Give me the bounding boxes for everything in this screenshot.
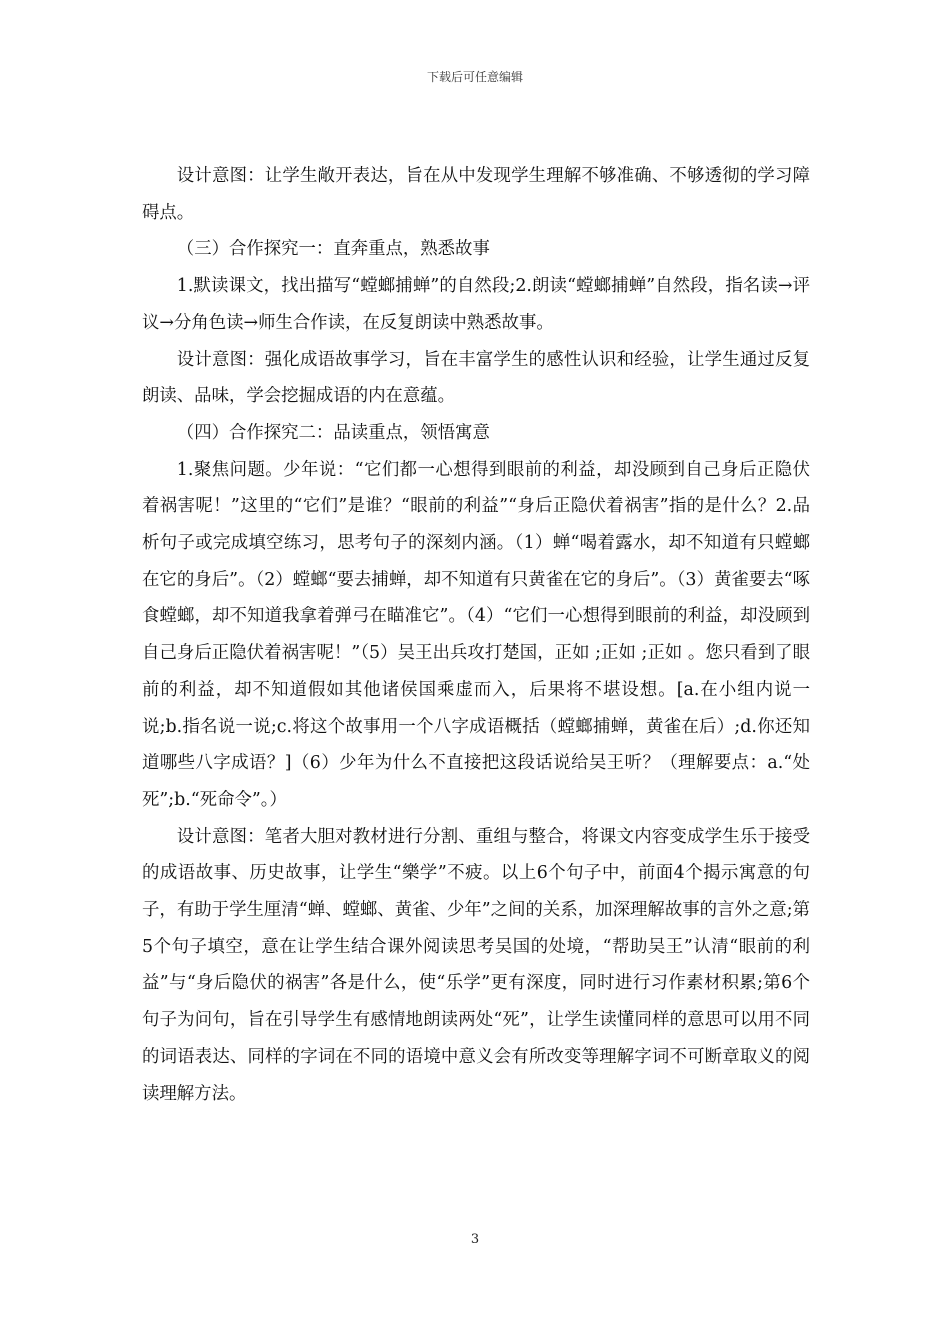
paragraph-reading-steps: 1.默读课文，找出描写“螳螂捕蝉”的自然段;2.朗读“螳螂捕蝉”自然段，指名读→评议→分角色读→师生合作读，在反复朗读中熟悉故事。 (142, 276, 810, 333)
page-number: 3 (470, 1232, 480, 1247)
document-body (142, 158, 810, 1112)
section-heading-3: （三）合作探究一：直奔重点，熟悉故事 (176, 239, 490, 260)
section-heading-4: （四）合作探究二：品读重点，领悟寓意 (176, 422, 490, 443)
paragraph-focus-questions: 1.聚焦问题。少年说：“它们都一心想得到眼前的利益，却没顾到自己身后正隐伏着祸害呢！”这里的“它们”是谁？“眼前的利益”“身后正隐伏着祸害”指的是什么？2.品析句子或完成填空练习，思考句子的深刻内涵。（1）蝉“喝着露水，却不知道有只螳螂在它的身后”。（2）螳螂“要去捕蝉，却不知道有只黄雀在它的身后”。（3）黄雀要去“啄食螳螂，却不知道我拿着弹弓在瞄准它”。（4）“它们一心想得到眼前的利益，却没顾到自己身后正隐伏着祸害呢！”（5）吴王出兵攻打楚国，正如 ;正如 ;正如 。您只看到了眼前的利益，却不知道假如其他诸侯国乘虚而入，后果将不堪设想。[a.在小组内说一说;b.指名说一说;c.将这个故事用一个八字成语概括（螳螂捕蝉，黄雀在后）;d.你还知道哪些八字成语？]（6）少年为什么不直接把这段话说给吴王听？（理解要点：a.“处死”;b.“死命令”。） (142, 459, 810, 810)
paragraph-design-intent-2: 设计意图：强化成语故事学习，旨在丰富学生的感性认识和经验，让学生通过反复朗读、品味，学会挖掘成语的内在意蕴。 (142, 349, 810, 407)
paragraph-design-intent-3: 设计意图：笔者大胆对教材进行分割、重组与整合，将课文内容变成学生乐于接受的成语故事、历史故事，让学生“樂学”不疲。以上6个句子中，前面4个揭示寓意的句子，有助于学生厘清“蝉、螳螂、黄雀、少年”之间的关系，加深理解故事的言外之意;第5个句子填空，意在让学生结合课外阅读思考吴国的处境，“帮助吴王”认清“眼前的利益”与“身后隐伏的祸害”各是什么，使“乐学”更有深度，同时进行习作素材积累;第6个句子为问句，旨在引导学生有感情地朗读两处“死”，让学生读懂同样的意思可以用不同的词语表达、同样的字词在不同的语境中意义会有所改变等理解字词不可断章取义的阅读理解方法。 (142, 826, 810, 1104)
page-header: 下载后可任意编辑 (426, 70, 523, 84)
paragraph-design-intent-1: 设计意图：让学生敞开表达，旨在从中发现学生理解不够准确、不够透彻的学习障碍点。 (142, 166, 810, 223)
